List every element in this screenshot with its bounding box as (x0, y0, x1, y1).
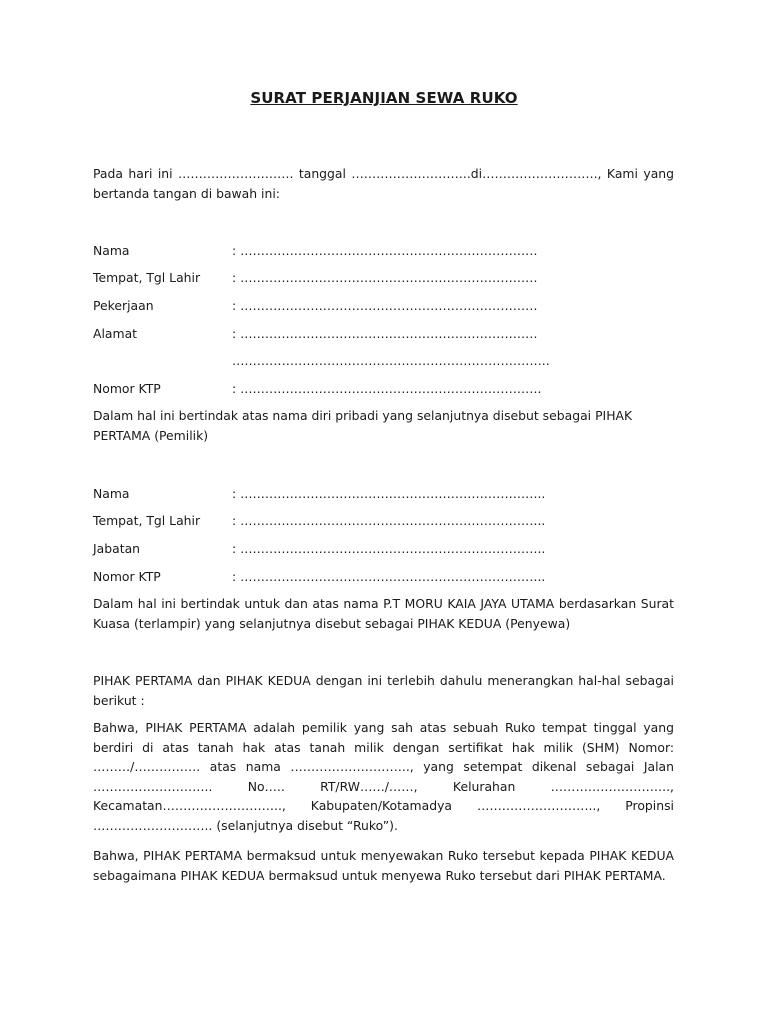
party1-address-row-2 (93, 351, 674, 371)
field-value: : ……………………………………………………………… (232, 243, 538, 258)
party2-ktp-row (93, 567, 674, 587)
clause-1-line: berdiri di atas tanah hak atas tanah milik dengan sertifikat hak milik (SHM) Nomor: (93, 739, 674, 755)
clause-1-line: ……………………….. No….. RT/RW……/……, Kelurahan ……………………….., (93, 778, 674, 794)
field-label: Pekerjaan (93, 298, 154, 313)
clause-1-line: ………/……………. atas nama ……………………….., yang setempat dikenal sebagai Jalan (93, 759, 674, 774)
party2-name-row (93, 484, 674, 504)
party1-job-row (93, 296, 674, 316)
party1-birth-row (93, 268, 674, 288)
party2-position-row (93, 539, 674, 559)
field-label: Nama (93, 486, 130, 501)
field-value: : ……………………………………………………………….. (232, 513, 546, 528)
field-label: Tempat, Tgl Lahir (93, 513, 201, 528)
party2-birth-row (93, 511, 674, 531)
party2-statement: Dalam hal ini bertindak untuk dan atas nama P.T MORU KAIA JAYA UTAMA berdasarkan Surat Kuasa (terlampir) yang selanjutnya disebut sebagai PIHAK KEDUA (Penyewa) (93, 596, 674, 631)
field-value: : ……………………………………………………………….. (232, 569, 546, 584)
opening-paragraph: Pada hari ini ………………………. tanggal ………………………..di………………………., Kami yang bertanda tangan di bawah ini: (93, 166, 674, 201)
party1-name-row (93, 241, 674, 261)
field-label: Alamat (93, 326, 138, 341)
field-label: Nomor KTP (93, 381, 161, 396)
field-label: Nomor KTP (93, 569, 161, 584)
party1-address-row (93, 324, 674, 344)
field-value: : ……………………………………………………………… (232, 298, 538, 313)
field-value: : ……………………………………………………………….. (232, 541, 546, 556)
field-value: : ……………………………………………………………… (232, 270, 538, 285)
party1-ktp-row (93, 379, 674, 399)
clause-1-line: ……………………….. (selanjutnya disebut “Ruko”). (93, 817, 398, 833)
clause-1-line: Bahwa, PIHAK PERTAMA adalah pemilik yang sah atas sebuah Ruko tempat tinggal yang (93, 720, 674, 735)
field-value: : ………………………………………………………………. (232, 381, 542, 396)
field-value: : ……………………………………………………………… (232, 326, 538, 341)
party1-statement: Dalam hal ini bertindak atas nama diri pribadi yang selanjutnya disebut sebagai PIHAK PERTAMA (Pemilik) (93, 408, 633, 443)
document-title: SURAT PERJANJIAN SEWA RUKO (250, 89, 518, 107)
field-label: Jabatan (93, 541, 141, 556)
clause-1 (93, 718, 674, 835)
intro-paragraph: PIHAK PERTAMA dan PIHAK KEDUA dengan ini terlebih dahulu menerangkan hal-hal sebagai berikut : (93, 673, 674, 708)
field-value: ………………………………………………………………….. (232, 353, 550, 368)
field-label: Nama (93, 243, 130, 258)
field-value: : ……………………………………………………………….. (232, 486, 546, 501)
clause-1-line: Kecamatan……………………….., Kabupaten/Kotamadya ……………………….., Propinsi (93, 798, 674, 813)
clause-2: Bahwa, PIHAK PERTAMA bermaksud untuk menyewakan Ruko tersebut kepada PIHAK KEDUA sebagaimana PIHAK KEDUA bermaksud untuk menyewa Ruko tersebut dari PIHAK PERTAMA. (93, 848, 674, 883)
field-label: Tempat, Tgl Lahir (93, 270, 201, 285)
